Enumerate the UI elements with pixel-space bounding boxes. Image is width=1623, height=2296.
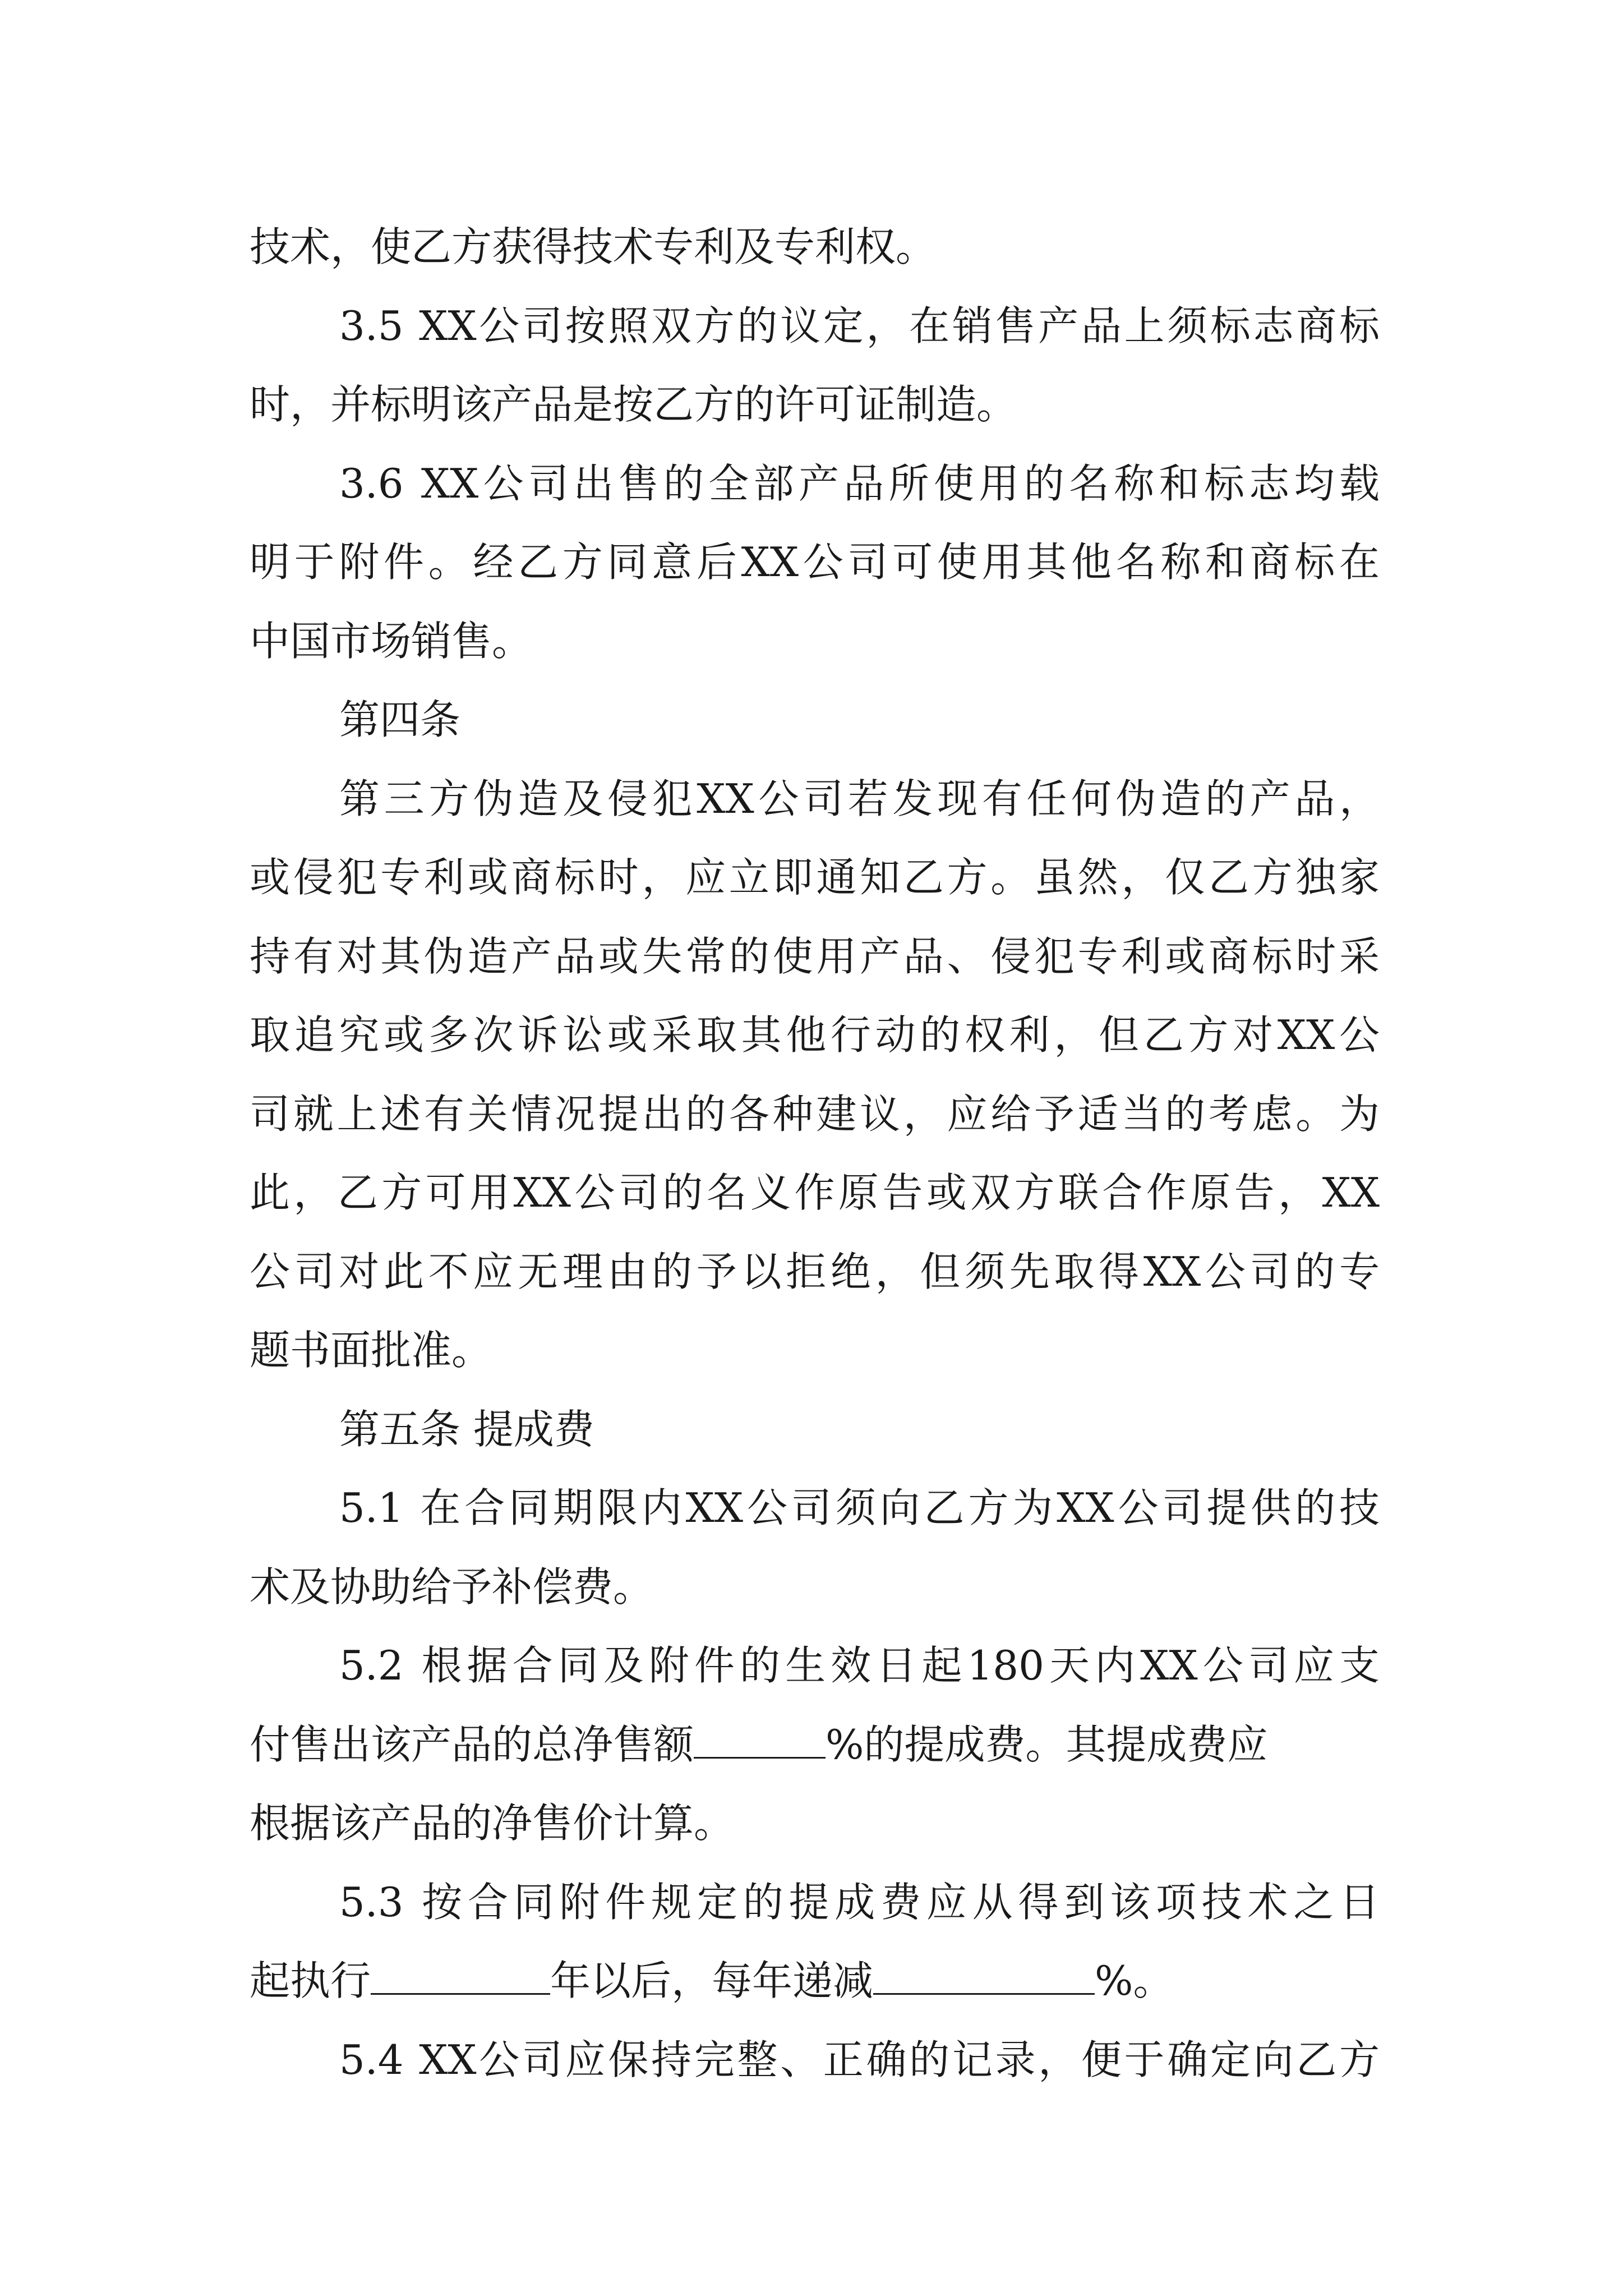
paragraph-line: 司就上述有关情况提出的各种建议，应给予适当的考虑。为 [250, 1090, 1380, 1138]
paragraph-line: 根据该产品的净售价计算。 [250, 1800, 735, 1847]
paragraph-line: 或侵犯专利或商标时，应立即通知乙方。虽然，仅乙方独家 [250, 854, 1380, 901]
paragraph-line: 明于附件。经乙方同意后XX公司可使用其他名称和商标在 [250, 539, 1380, 586]
paragraph-line: 此，乙方可用XX公司的名义作原告或双方联合作原告，XX [250, 1169, 1380, 1216]
paragraph-line: 题书面批准。 [250, 1327, 492, 1374]
paragraph-line: 技术，使乙方获得技术专利及专利权。 [250, 223, 937, 270]
paragraph-line: 公司对此不应无理由的予以拒绝，但须先取得XX公司的专 [250, 1248, 1380, 1295]
paragraph-line: 取追究或多次诉讼或采取其他行动的权利，但乙方对XX公 [250, 1011, 1380, 1059]
line-text: 付售出该产品的总净售额 [250, 1720, 694, 1768]
article-4-heading: 第四条 [339, 696, 461, 743]
paragraph-line: 持有对其伪造产品或失常的使用产品、侵犯专利或商标时采 [250, 932, 1380, 980]
percentage-blank[interactable] [694, 1717, 826, 1759]
line-text: %。 [1095, 1957, 1174, 2004]
clause-5-1-line: 5.1 在合同期限内XX公司须向乙方为XX公司提供的技 [339, 1484, 1380, 1531]
article-4-line: 第三方伪造及侵犯XX公司若发现有任何伪造的产品， [339, 775, 1380, 822]
paragraph-line: 中国市场销售。 [250, 617, 533, 665]
clause-5-2-line: 5.2 根据合同及附件的生效日起180天内XX公司应支 [339, 1642, 1380, 1689]
clause-3-5-line: 3.5 XX公司按照双方的议定，在销售产品上须标志商标 [339, 302, 1380, 349]
line-text: %的提成费。其提成费应 [826, 1720, 1268, 1768]
years-blank[interactable] [371, 1953, 550, 1995]
line-text: 起执行 [250, 1957, 371, 2004]
clause-5-2-blank-line [250, 1705, 1380, 1784]
clause-3-6-line: 3.6 XX公司出售的全部产品所使用的名称和标志均载 [339, 459, 1380, 507]
clause-5-3-line: 5.3 按合同附件规定的提成费应从得到该项技术之日 [339, 1878, 1380, 1926]
clause-5-3-blank-line [250, 1941, 1380, 2021]
line-text: 年以后，每年递减 [550, 1957, 874, 2004]
article-5-heading: 第五条 提成费 [339, 1405, 594, 1453]
paragraph-line: 术及协助给予补偿费。 [250, 1563, 654, 1611]
clause-5-4-line: 5.4 XX公司应保持完整、正确的记录，便于确定向乙方 [339, 2036, 1380, 2083]
paragraph-line: 时，并标明该产品是按乙方的许可证制造。 [250, 381, 1017, 428]
document-body [250, 208, 1380, 2099]
decrease-percentage-blank[interactable] [873, 1953, 1095, 1995]
